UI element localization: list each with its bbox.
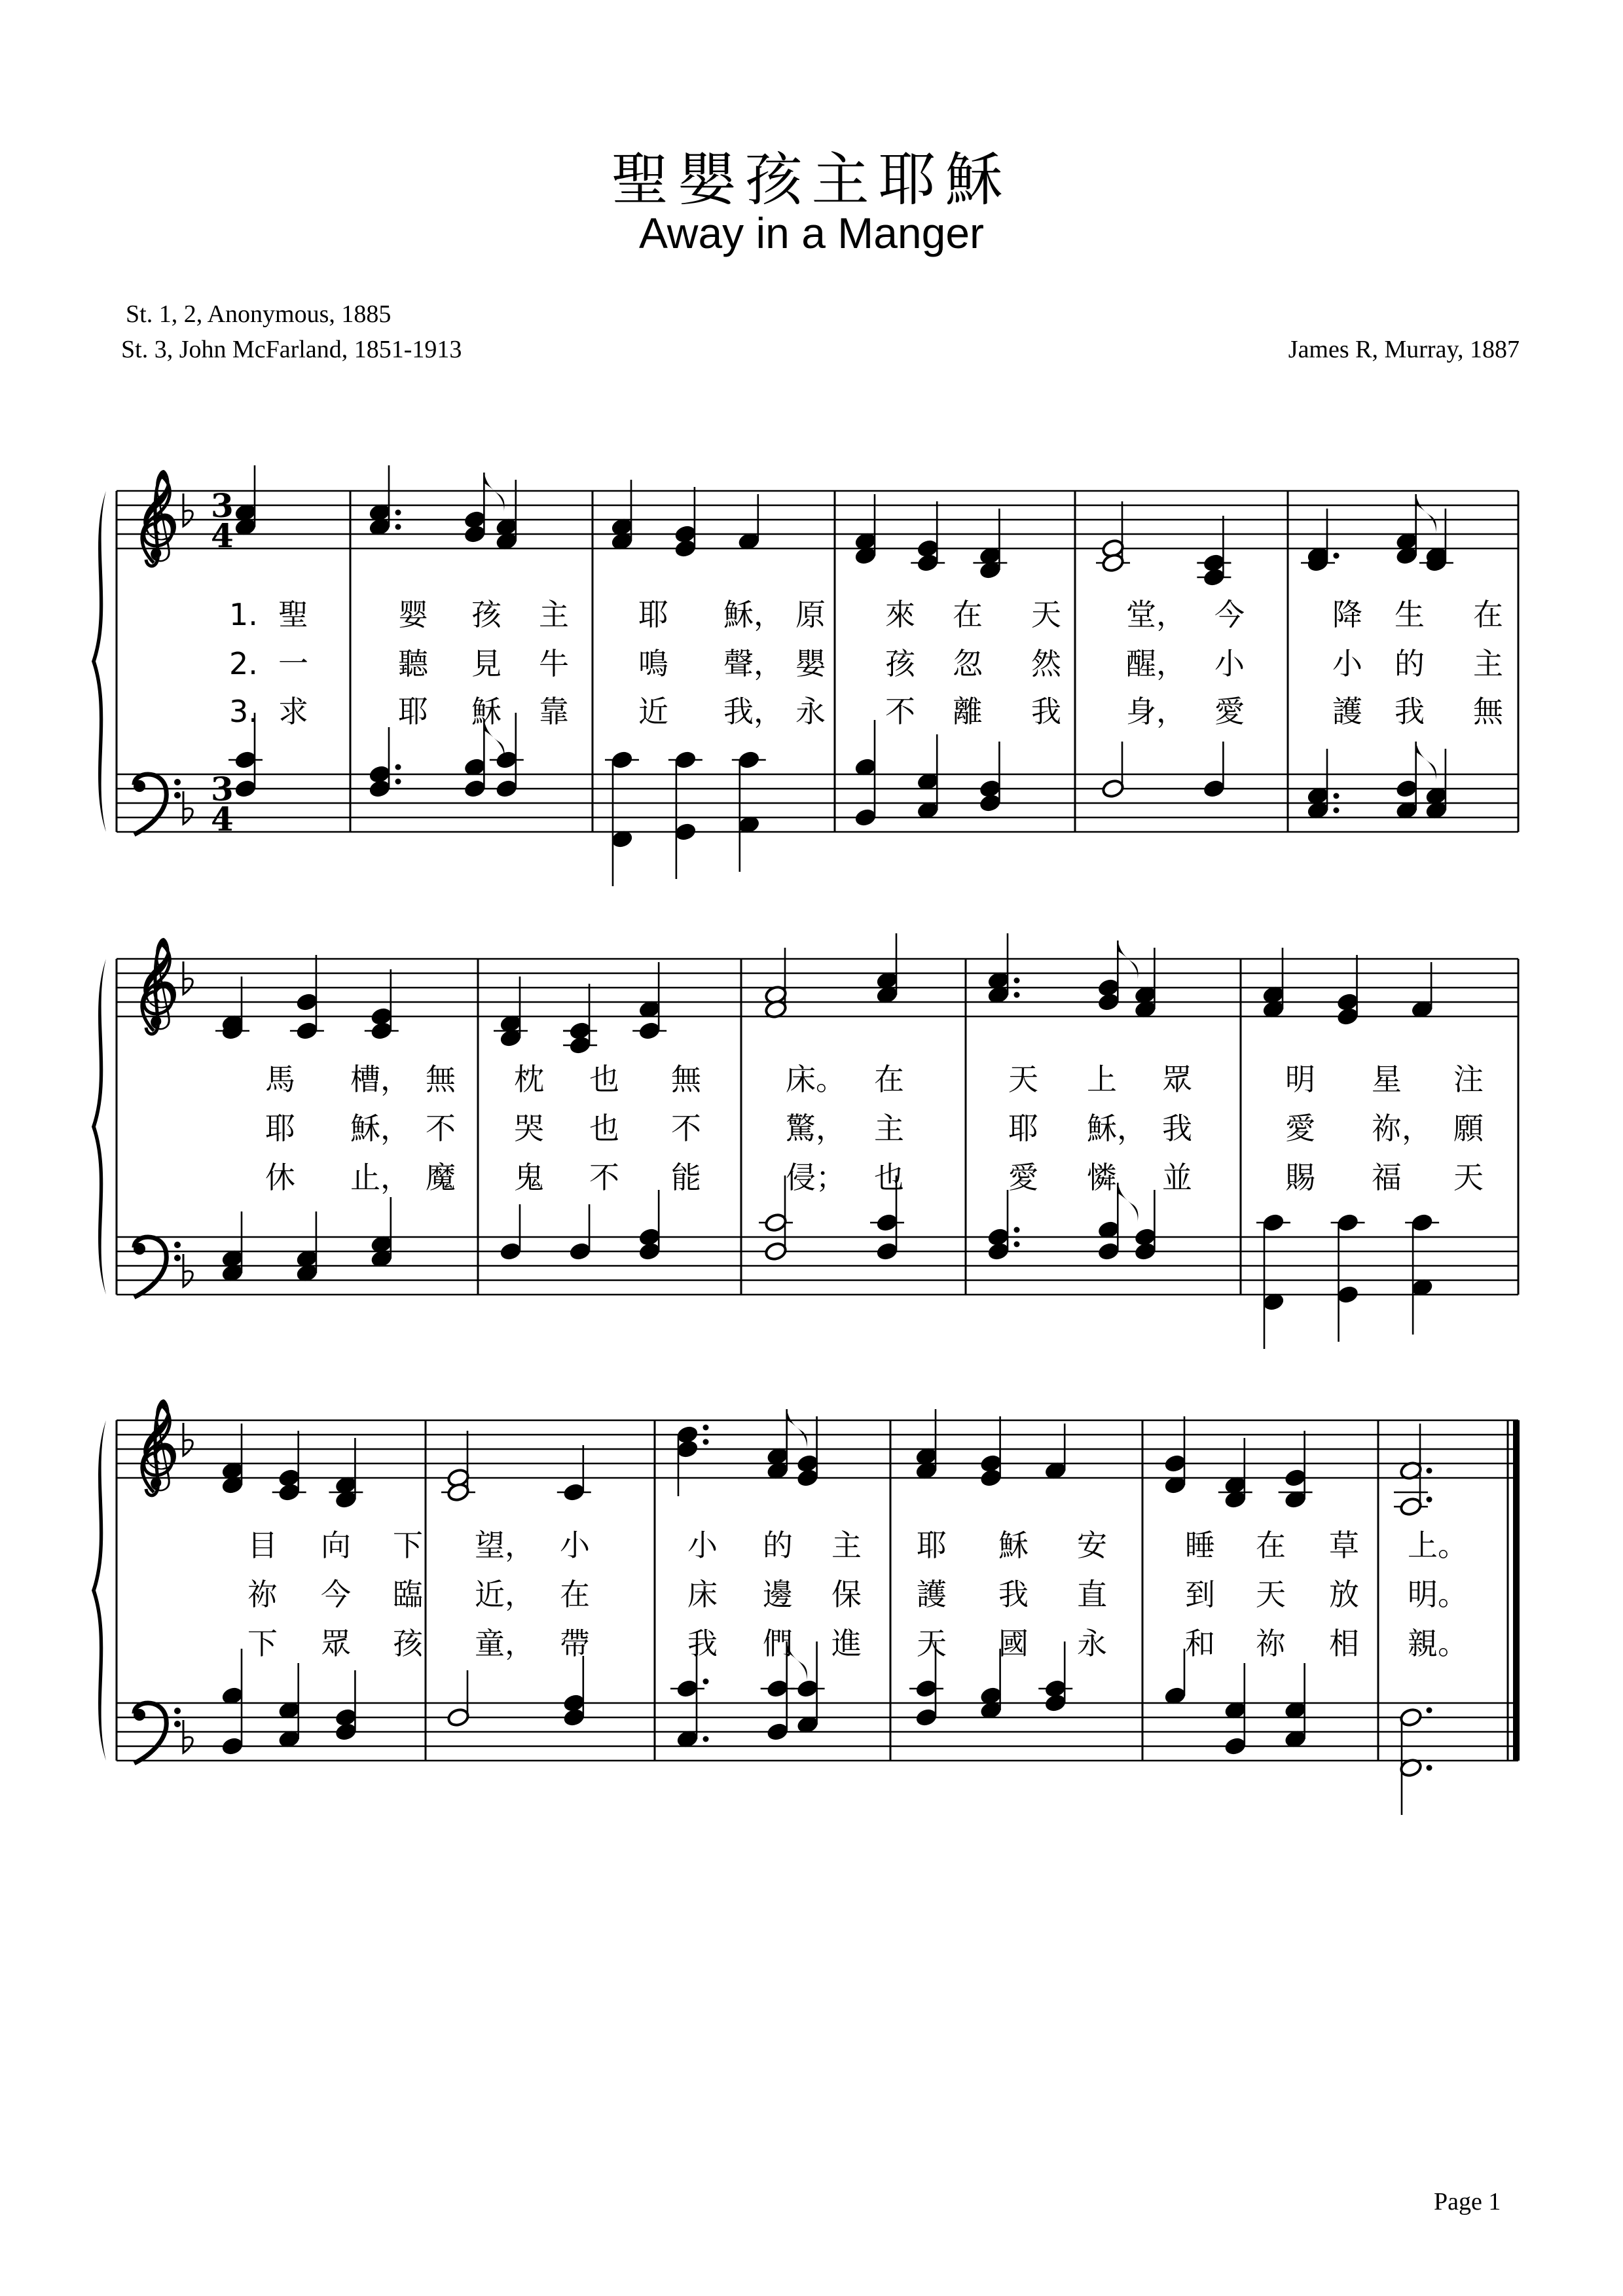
lyric-syllable: 祢: [1256, 1626, 1286, 1661]
lyric-syllable: 的: [1395, 646, 1425, 681]
lyric-syllable: 眾: [321, 1626, 351, 1661]
lyric-syllable: 在: [560, 1577, 590, 1612]
notehead: [234, 750, 257, 770]
augmentation-dot: [1427, 1497, 1432, 1503]
lyric-syllable: 忽: [953, 646, 983, 681]
notehead: [1399, 1708, 1423, 1728]
lyric-syllable: 驚，: [786, 1111, 846, 1146]
lyric-syllable: 降: [1332, 597, 1362, 632]
notehead: [610, 750, 634, 770]
lyric-syllable: 身，: [1126, 694, 1186, 729]
lyric-syllable: 來: [885, 597, 915, 632]
lyric-syllable: 望，: [475, 1528, 535, 1563]
lyric-syllable: 我: [998, 1577, 1029, 1612]
lyric-syllable: 婴: [398, 597, 428, 632]
lyric-syllable: 並: [1162, 1160, 1192, 1195]
page-number: Page 1: [1434, 2188, 1501, 2215]
lyric-syllable: 耶: [1008, 1111, 1038, 1146]
lyric-syllable: 天: [1453, 1160, 1484, 1195]
treble-time-signature-numerator: 3: [211, 486, 234, 525]
lyric-syllable: 聖: [278, 597, 308, 632]
lyric-syllable: 福: [1372, 1160, 1402, 1195]
notehead: [1097, 992, 1120, 1013]
system-3: [92, 1397, 1520, 1815]
bass-clef-icon: [134, 1243, 145, 1255]
lyric-syllable: 在: [953, 597, 983, 632]
lyric-syllable: 求: [278, 694, 308, 729]
text-credit-stanza-3: St. 3, John McFarland, 1851-1913: [121, 336, 462, 363]
lyric-syllable: 堂，: [1126, 597, 1186, 632]
lyric-syllable: 穌，: [723, 597, 784, 632]
treble-clef-icon: 𝄞: [134, 467, 180, 558]
flat-sign-icon: [183, 493, 192, 526]
lyric-syllable: 保: [831, 1577, 862, 1612]
lyric-syllable: 醒，: [1126, 646, 1186, 681]
lyric-syllable: 孩: [393, 1626, 423, 1661]
lyric-syllable: 進: [831, 1626, 862, 1661]
notehead: [368, 779, 392, 799]
augmentation-dot: [1427, 1708, 1432, 1713]
lyric-syllable: 床: [687, 1577, 718, 1612]
lyric-syllable: 小: [1214, 646, 1245, 681]
augmentation-dot: [395, 510, 401, 516]
lyric-syllable: 我: [1395, 694, 1425, 729]
notehead: [676, 1439, 699, 1460]
lyric-syllable: 永: [1077, 1626, 1107, 1661]
notehead: [562, 1708, 586, 1728]
lyric-syllable: 鬼: [514, 1160, 544, 1195]
lyric-syllable: 能: [671, 1160, 701, 1195]
lyric-syllable: 不: [426, 1111, 456, 1146]
lyric-syllable: 鳴: [638, 646, 668, 681]
notehead: [875, 1213, 899, 1233]
lyric-syllable: 天: [1256, 1577, 1286, 1612]
notehead: [568, 1242, 592, 1262]
note-flag: [1118, 1183, 1138, 1222]
lyric-syllable: 目: [247, 1528, 278, 1563]
notehead: [1395, 779, 1419, 799]
augmentation-dot: [703, 1425, 709, 1431]
notehead: [916, 553, 939, 573]
lyric-syllable: 原: [795, 597, 826, 632]
lyric-syllable: 祢: [247, 1577, 278, 1612]
notehead: [221, 1736, 244, 1757]
bass-clef-icon: [134, 780, 145, 792]
notehead: [295, 1021, 319, 1041]
verse-number: 2.: [229, 646, 258, 681]
lyric-syllable: 侵；: [786, 1160, 846, 1195]
music-credit: James R, Murray, 1887: [1288, 336, 1520, 363]
lyric-syllable: 直: [1077, 1577, 1107, 1612]
notehead: [463, 524, 486, 545]
lyric-syllable: 賜: [1285, 1160, 1315, 1195]
augmentation-dot: [1014, 1242, 1020, 1247]
verse-number: 1.: [229, 597, 258, 632]
flat-sign-icon: [183, 1423, 192, 1456]
notehead: [447, 1708, 470, 1728]
note-flag: [787, 1409, 807, 1448]
lyric-syllable: 安: [1077, 1528, 1107, 1563]
lyric-syllable: 上。: [1408, 1528, 1468, 1563]
lyric-syllable: 國: [998, 1626, 1029, 1661]
system-brace: [92, 1420, 106, 1761]
notehead: [1203, 779, 1226, 799]
lyric-syllable: 耶: [398, 694, 428, 729]
system-1: [92, 465, 1518, 886]
lyric-syllable: 到: [1185, 1577, 1215, 1612]
notehead: [335, 1722, 358, 1742]
lyric-syllable: 天: [1031, 597, 1061, 632]
treble-clef-icon: 𝄞: [134, 935, 180, 1026]
lyric-syllable: 祢，: [1372, 1111, 1432, 1146]
lyric-syllable: 們: [763, 1626, 793, 1661]
augmentation-dot: [703, 1439, 709, 1445]
verse-number: 3.: [229, 694, 258, 729]
lyric-syllable: 相: [1329, 1626, 1359, 1661]
lyric-syllable: 主: [874, 1111, 904, 1146]
notehead: [562, 1482, 586, 1503]
lyric-syllable: 穌，: [1087, 1111, 1147, 1146]
notehead: [1399, 1497, 1423, 1517]
lyric-syllable: 草: [1329, 1528, 1359, 1563]
notehead: [674, 822, 697, 842]
augmentation-dot: [1014, 992, 1020, 998]
lyric-syllable: 下: [393, 1528, 423, 1563]
lyric-syllable: 小: [560, 1528, 590, 1563]
lyric-syllable: 天: [917, 1626, 947, 1661]
augmentation-dot: [395, 524, 401, 530]
lyric-syllable: 靠: [539, 694, 569, 729]
lyric-syllable: 願: [1453, 1111, 1484, 1146]
notehead: [764, 1213, 788, 1233]
lyric-syllable: 愛: [1214, 694, 1245, 729]
treble-clef-icon: 𝄞: [134, 1397, 180, 1487]
augmentation-dot: [1014, 978, 1020, 984]
augmentation-dot: [1334, 553, 1340, 559]
lyric-syllable: 邊: [763, 1577, 793, 1612]
bass-clef-dot: [174, 1708, 181, 1714]
notehead: [979, 793, 1002, 814]
lyric-syllable: 無: [426, 1062, 456, 1097]
lyric-syllable: 穌，: [350, 1111, 410, 1146]
lyric-syllable: 小: [1332, 646, 1362, 681]
notehead: [463, 779, 486, 799]
hymn-title-english: Away in a Manger: [638, 209, 985, 257]
final-bar-line: [1513, 1420, 1520, 1761]
lyric-syllable: 哭: [514, 1111, 544, 1146]
lyric-syllable: 休: [265, 1160, 295, 1195]
notehead: [1097, 1242, 1120, 1262]
lyric-syllable: 的: [763, 1528, 793, 1563]
augmentation-dot: [1334, 793, 1340, 799]
augmentation-dot: [1334, 808, 1340, 814]
bass-clef-dot: [174, 1721, 181, 1727]
notehead: [1203, 567, 1226, 588]
flat-sign-icon: [183, 961, 192, 994]
lyric-syllable: 無: [1473, 694, 1503, 729]
notehead: [370, 1021, 393, 1041]
flat-sign-icon: [183, 1254, 192, 1287]
lyric-syllable: 槽，: [350, 1062, 410, 1097]
lyric-syllable: 在: [1256, 1528, 1286, 1563]
lyric-syllable: 帶: [560, 1626, 590, 1661]
notehead: [1336, 1213, 1360, 1233]
lyric-syllable: 生: [1395, 597, 1425, 632]
lyric-syllable: 見: [471, 646, 501, 681]
augmentation-dot: [1427, 1765, 1432, 1771]
notehead: [674, 750, 697, 770]
lyric-syllable: 童，: [475, 1626, 535, 1661]
lyric-syllable: 憐: [1087, 1160, 1117, 1195]
lyric-syllable: 不: [885, 694, 915, 729]
lyric-syllable: 明: [1285, 1062, 1315, 1097]
lyric-syllable: 耶: [917, 1528, 947, 1563]
lyric-syllable: 不: [589, 1160, 619, 1195]
lyric-syllable: 小: [687, 1528, 718, 1563]
lyric-syllable: 下: [247, 1626, 278, 1661]
notehead: [854, 808, 877, 828]
flat-sign-icon: [183, 791, 192, 824]
lyric-syllable: 枕: [514, 1062, 544, 1097]
lyric-syllable: 嬰: [795, 646, 826, 681]
lyric-syllable: 床。: [786, 1062, 846, 1097]
lyric-syllable: 在: [1473, 597, 1503, 632]
lyric-syllable: 天: [1008, 1062, 1038, 1097]
lyric-syllable: 也: [874, 1160, 904, 1195]
notehead: [674, 539, 697, 559]
lyric-syllable: 近: [638, 694, 668, 729]
notehead: [495, 779, 519, 799]
text-credit-stanzas-1-2: St. 1, 2, Anonymous, 1885: [126, 300, 392, 328]
lyric-syllable: 放: [1329, 1577, 1359, 1612]
notehead: [278, 1482, 301, 1503]
lyric-syllable: 主: [539, 597, 569, 632]
lyric-syllable: 我: [1162, 1111, 1192, 1146]
notehead: [875, 1242, 899, 1262]
system-2: [92, 933, 1518, 1349]
lyric-syllable: 和: [1185, 1626, 1215, 1661]
lyric-syllable: 也: [589, 1062, 619, 1097]
notehead: [638, 1021, 661, 1041]
notehead: [1101, 553, 1125, 573]
lyric-syllable: 穌: [471, 694, 501, 729]
lyric-syllable: 主: [1473, 646, 1503, 681]
notehead: [1134, 1242, 1158, 1262]
bass-clef-dot: [174, 1242, 181, 1248]
bass-time-signature-numerator: 3: [211, 770, 234, 808]
system-brace: [92, 491, 106, 832]
notehead: [1284, 1468, 1307, 1488]
lyric-syllable: 魔: [426, 1160, 456, 1195]
lyric-syllable: 牛: [539, 646, 569, 681]
lyric-syllable: 主: [831, 1528, 862, 1563]
notehead: [295, 992, 319, 1013]
lyric-syllable: 聽: [398, 646, 428, 681]
lyric-syllable: 親。: [1408, 1626, 1468, 1661]
notehead: [1410, 1213, 1434, 1233]
lyric-syllable: 我: [1031, 694, 1061, 729]
lyric-syllable: 聲，: [723, 646, 784, 681]
lyric-syllable: 在: [874, 1062, 904, 1097]
lyric-syllable: 耶: [638, 597, 668, 632]
lyric-syllable: 愛: [1285, 1111, 1315, 1146]
lyric-syllable: 注: [1453, 1062, 1484, 1097]
lyric-syllable: 上: [1087, 1062, 1117, 1097]
notehead: [766, 1679, 790, 1699]
flat-sign-icon: [183, 1720, 192, 1753]
lyric-syllable: 不: [671, 1111, 701, 1146]
lyric-syllable: 眾: [1162, 1062, 1192, 1097]
notehead: [764, 1242, 788, 1262]
lyric-syllable: 今: [1214, 597, 1245, 632]
notehead: [676, 1679, 699, 1699]
notehead: [499, 1242, 522, 1262]
lyric-syllable: 也: [589, 1111, 619, 1146]
augmentation-dot: [395, 764, 401, 770]
augmentation-dot: [703, 1679, 709, 1685]
lyric-syllable: 永: [795, 694, 826, 729]
lyric-syllable: 穌: [998, 1528, 1029, 1563]
lyric-syllable: 耶: [265, 1111, 295, 1146]
notehead: [638, 1242, 661, 1262]
notehead: [1163, 1454, 1187, 1474]
notehead: [1336, 1285, 1360, 1305]
lyric-syllable: 我，: [723, 694, 784, 729]
lyric-syllable: 臨: [393, 1577, 423, 1612]
lyric-syllable: 明。: [1408, 1577, 1468, 1612]
notehead: [766, 1722, 790, 1742]
bass-time-signature-denominator: 4: [211, 800, 234, 838]
lyric-syllable: 一: [278, 646, 308, 681]
hymn-title-chinese: 聖嬰孩主耶穌: [611, 146, 1012, 213]
notehead: [796, 1468, 820, 1488]
notehead: [1262, 1213, 1285, 1233]
lyric-syllable: 睡: [1185, 1528, 1215, 1563]
notehead: [796, 1679, 820, 1699]
notehead: [915, 1679, 938, 1699]
note-flag: [1416, 494, 1436, 533]
lyric-syllable: 然: [1031, 646, 1061, 681]
lyric-syllable: 孩: [885, 646, 915, 681]
lyric-syllable: 護: [1332, 694, 1362, 729]
treble-time-signature-denominator: 4: [211, 516, 234, 555]
lyric-syllable: 離: [953, 694, 983, 729]
lyric-syllable: 馬: [265, 1062, 295, 1097]
notehead: [1336, 1007, 1360, 1027]
lyric-syllable: 我: [687, 1626, 718, 1661]
augmentation-dot: [703, 1736, 709, 1742]
notehead: [495, 750, 519, 770]
notehead: [915, 1708, 938, 1728]
lyric-syllable: 今: [321, 1577, 351, 1612]
lyric-syllable: 無: [671, 1062, 701, 1097]
augmentation-dot: [395, 779, 401, 785]
notehead: [568, 1035, 592, 1056]
lyric-syllable: 止，: [350, 1160, 410, 1195]
lyric-syllable: 孩: [471, 597, 501, 632]
augmentation-dot: [1014, 1227, 1020, 1233]
notehead: [234, 779, 257, 799]
bass-clef-icon: [134, 1709, 145, 1721]
lyric-syllable: 護: [917, 1577, 947, 1612]
lyric-syllable: 向: [321, 1528, 351, 1563]
lyric-syllable: 星: [1372, 1062, 1402, 1097]
notehead: [979, 1468, 1003, 1488]
bass-clef-dot: [174, 779, 181, 785]
system-brace: [92, 959, 106, 1295]
notehead: [1044, 1693, 1067, 1713]
notehead: [1224, 1736, 1247, 1757]
bass-clef-dot: [174, 792, 181, 798]
lyric-syllable: 愛: [1008, 1160, 1038, 1195]
bass-clef-dot: [174, 1255, 181, 1261]
augmentation-dot: [1427, 1468, 1432, 1474]
notehead: [447, 1482, 470, 1503]
lyric-syllable: 近，: [475, 1577, 535, 1612]
notehead: [737, 750, 761, 770]
notehead: [1101, 779, 1125, 799]
notehead: [987, 1242, 1010, 1262]
